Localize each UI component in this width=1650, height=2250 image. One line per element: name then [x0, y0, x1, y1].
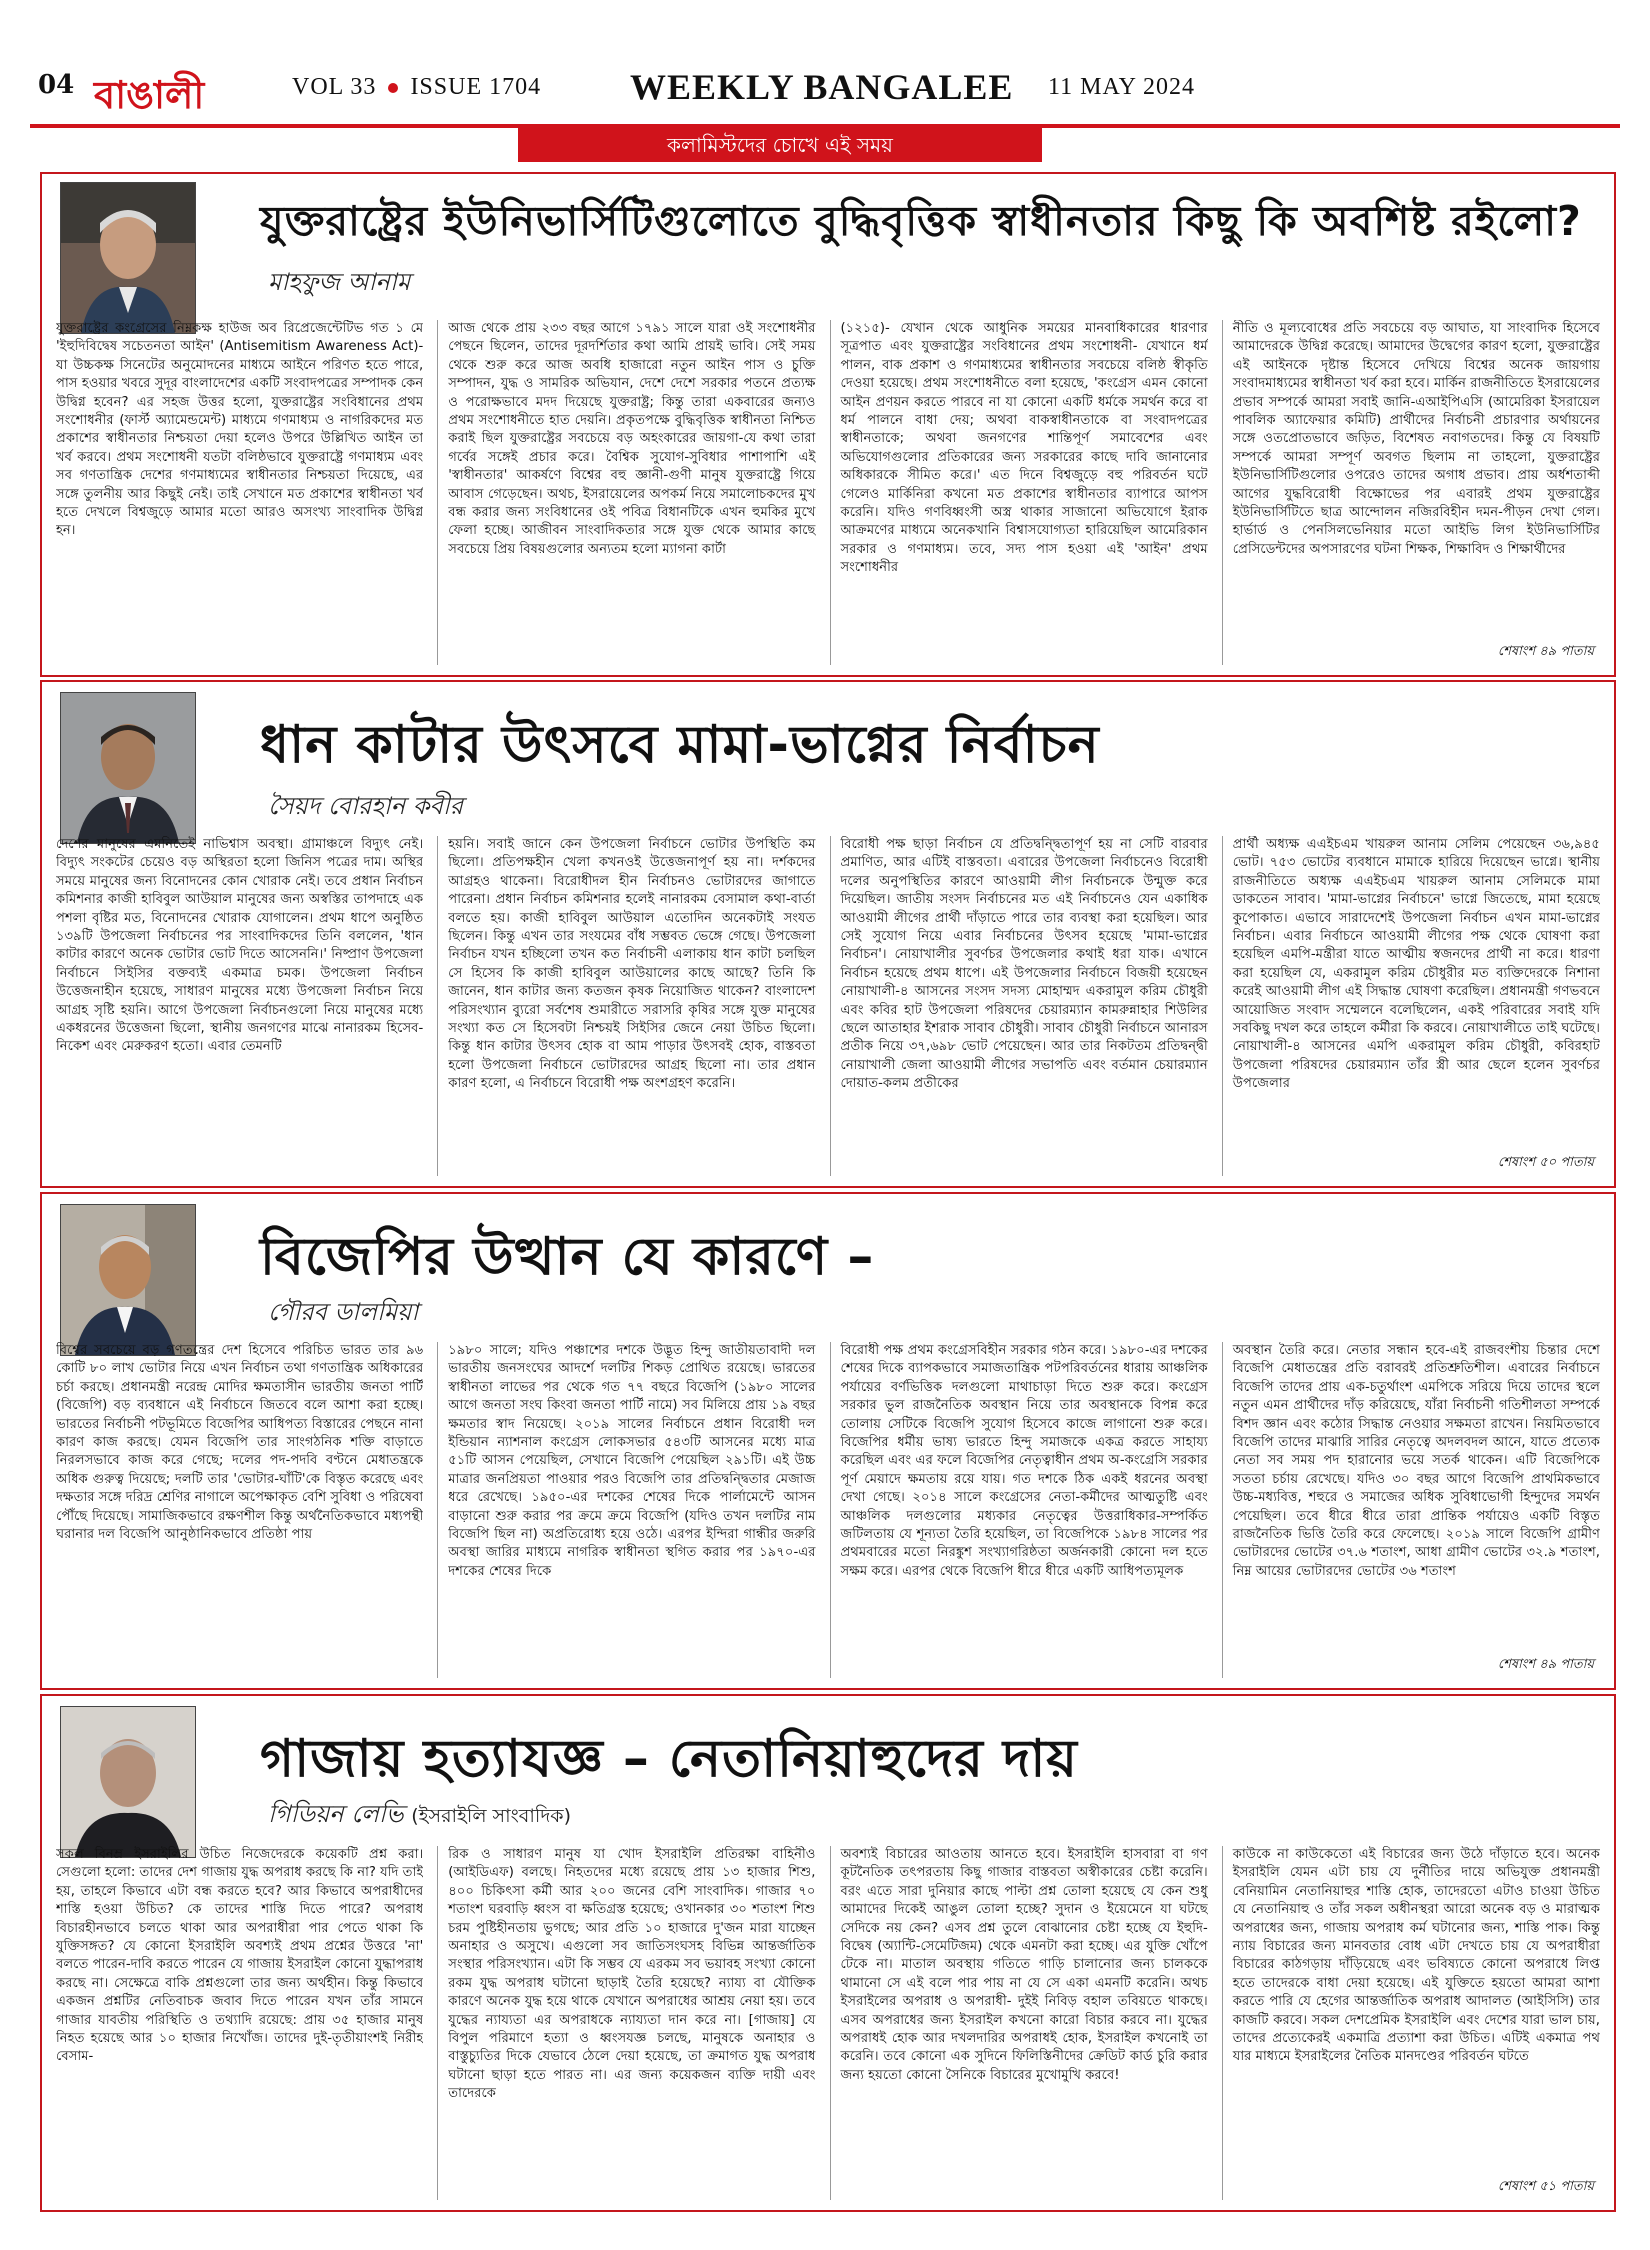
- volume: VOL 33: [292, 74, 377, 100]
- volume-issue: [292, 74, 541, 101]
- author-note: (ইসরাইলি সাংবাদিক): [411, 1805, 572, 1827]
- issue: ISSUE 1704: [410, 74, 542, 100]
- continued-note: শেষাংশ ৪৯ পাতায়: [1492, 643, 1594, 661]
- article-headline: ধান কাটার উৎসবে মামা-ভাগ্নের নির্বাচন: [260, 715, 1100, 775]
- bangalee-logo: [90, 62, 240, 120]
- continued-note: শেষাংশ ৫০ পাতায়: [1492, 1154, 1594, 1172]
- column-text: ১৯৮০ সালে; যদিও পঞ্চাশের দশকে উদ্ভূত হিন্দু জাতীয়তাবাদী দল ভারতীয় জনসংঘের আদর্শে দলটির শিকড় প্রোথিত রয়েছে। ভারতের স্বাধীনতা লাভের পর থেকে গত ৭৭ বছরে বিজেপি (১৯৮০ সালের আগে জনতা সংঘ কিংবা জনতা পার্টি নামে) সব মিলিয়ে প্রায় ১৯ বছর ক্ষমতার স্বাদ নিয়েছে। ২০১৯ সালের নির্বাচনে প্রধান বিরোধী দল ইন্ডিয়ান ন্যাশনাল কংগ্রেস লোকসভার ৫৪৩টি আসনের মধ্যে মাত্র ৫১টি আসন পেয়েছিল, সেখানে বিজেপি পেয়েছিল ২৯১টি। এই উচ্চ মাত্রার জনপ্রিয়তা পাওয়ার পরও বিজেপি তার প্রতিদ্বন্দ্বিতার মেজাজ ধরে রেখেছে। ১৯৫০-এর দশকের শেষের দিকে পার্লামেন্টে আসন বাড়ানো শুরু করার পর ক্রমে ক্রমে বিজেপি (যদিও তখন দলটির নাম বিজেপি ছিল না) অপ্রতিরোধ্য হয়ে ওঠে। এরপর ইন্দিরা গান্ধীর জরুরি অবস্থা জারির মাধ্যমে নাগরিক স্বাধীনতা স্থগিত করার পর ১৯৭০-এর দশকের শেষের দিকে: [448, 1343, 816, 1579]
- article-column: [1222, 1342, 1600, 1678]
- column-text: অবশ্যই বিচারের আওতায় আনতে হবে। ইসরাইলি হাসবারা বা গণ কূটনৈতিক তৎপরতায় কিছু গাজার বাস্তবতা অস্বীকারের চেষ্টা করেনি। বরং এতে সারা দুনিয়ার কাছে পাল্টা প্রশ্ন তোলা হয়েছে যে কেন শুধু আমাদের দিকেই আঙুল তোলা হচ্ছে? সুদান ও ইয়েমেনে যা ঘটছে সেদিকে নয় কেন? এসব প্রশ্ন তুলে বোঝানোর চেষ্টা হচ্ছে যে ইহুদি-বিদ্বেষ (অ্যান্টি-সেমেটিজম) থেকে এমনটা করা হচ্ছে। এর যুক্তি খোঁপে টেকে না। মাতাল অবস্থায় গতিতে গাড়ি চালানোর জন্য চালককে থামানো সে এই বলে পার পায় না যে সে একা এমনটি করেনি। অথচ ইসরাইলের অপরাধ ও অপরাধী- দুইই নিবিড় বহাল তবিয়তে থাকছে। এসব অপরাধের জন্য ইসরাইল কখনো কারো বিচার করবে না। যুদ্ধের অপরাধই হোক আর দখলদারির অপরাধই হোক, ইসরাইল কখনোই তা করেনি। তবে কোনো এক সুদিনে ফিলিস্তিনীদের ক্রেডিট কার্ড চুরি করার জন্য হয়তো কোনো সৈনিকে বিচারের মুখোমুখি করবে!: [840, 1847, 1208, 2083]
- article-column: [830, 836, 1208, 1176]
- article-author: মাহফুজ আনাম: [268, 268, 411, 296]
- article-author: গৌরব ডালমিয়া: [268, 1298, 419, 1326]
- article-body: [56, 320, 1600, 665]
- article-column: [830, 1342, 1208, 1678]
- column-text: অবস্থান তৈরি করে। নেতার সন্ধান হবে-এই রাজবংশীয় চিন্তার দেশে বিজেপি মেধাতন্ত্রের প্রতি বরাবরই প্রতিশ্রুতিশীল। এবারের নির্বাচনে বিজেপি তাদের প্রায় এক-চতুর্থাংশ এমপিকে সরিয়ে দিয়ে তাদের স্থলে নতুন এমন প্রার্থীদের দাঁড় করিয়েছে, যাঁরা নির্বাচনী গতিশীলতা সম্পর্কে বিশদ জ্ঞান এবং কঠোর সিদ্ধান্ত নেওয়ার সক্ষমতা রাখেন। নিয়মিতভাবে বিজেপি তাদের মাঝারি সারির নেতৃত্বে অদলবদল আনে, যাতে প্রত্যেক নেতা সব সময় পদ হারানোর ভয়ে সতর্ক থাকেন। এটি বিজেপিকে সততা চর্চায় রেখেছে। যদিও ৩০ বছর আগে বিজেপি প্রাথমিকভাবে উচ্চ-মধ্যবিত্ত, শহুরে ও সমাজের অধিক সুবিধাভোগী হিন্দুদের সমর্থন পেয়েছিল। তবে ধীরে ধীরে তারা প্রান্তিক পর্যায়েও একটি বিস্তৃত রাজনৈতিক ভিত্তি তৈরি করে ফেলেছে। ২০১৯ সালে বিজেপি গ্রামীণ ভোটারদের ভোটের ৩৭.৬ শতাংশ, আধা গ্রামীণ ভোটের ৩২.৯ শতাংশ, নিম্ন আয়ের ভোটারদের ভোটের ৩৬ শতাংশ: [1232, 1343, 1600, 1579]
- column-text: দেশের মানুষের এমনিতেই নাভিশ্বাস অবস্থা। গ্রামাঞ্চলে বিদ্যুৎ নেই। বিদ্যুৎ সংকটের চেয়েও বড় অস্থিরতা হলো জিনিস পত্রের দাম। অস্থির সময়ে মানুষের জন্য বিনোদনের কোন খোরাক নেই। তবে প্রধান নির্বাচন কমিশনার কাজী হাবিবুল আউয়াল মানুষের জন্য অস্বস্তির তাপদাহে এক পশলা বৃষ্টির মত, বিনোদনের খোরাক যোগালেন। প্রথম ধাপে অনুষ্ঠিত ১৩৯টি উপজেলা নির্বাচনের পর সাংবাদিকদের তিনি বললেন, 'ধান কাটার কারণে অনেক ভোটার ভোট দিতে আসেননি।' নিষ্প্রাণ উপজেলা নির্বাচনে সিইসির বক্তব্যই একমাত্র চমক। উপজেলা নির্বাচন উত্তেজনাহীন হয়েছে, সাধারণ মানুষের মধ্যে উপজেলা নির্বাচন নিয়ে আগ্রহ সৃষ্টি হয়নি। আগে উপজেলা নির্বাচনগুলো নিয়ে মানুষের মধ্যে একধরনের উত্তেজনা ছিলো, স্থানীয় জনগণের মাঝে নানারকম হিসেব-নিকেশ এবং মেরুকরণ হতো। এবার তেমনটি: [56, 837, 424, 1055]
- column-text: রিক ও সাধারণ মানুষ যা খোদ ইসরাইলি প্রতিরক্ষা বাহিনীও (আইডিএফ) বলছে। নিহতদের মধ্যে রয়েছে প্রায় ১৩ হাজার শিশু, ৪০০ চিকিৎসা কর্মী আর ২০০ জনের বেশি সাংবাদিক। গাজার ৭০ শতাংশ ঘরবাড়ি ধ্বংস বা ক্ষতিগ্রস্ত হয়েছে; ওখানকার ৩০ শতাংশ শিশু চরম পুষ্টিহীনতায় ভুগছে; আর প্রতি ১০ হাজারে দু'জন মারা যাচ্ছেন অনাহার ও অসুখে। এগুলো সব জাতিসংঘসহ বিভিন্ন আন্তর্জাতিক সংস্থার পরিসংখ্যান। এটা কি সম্ভব যে এরকম সব ভয়াবহ সংখ্যা কোনো রকম যুদ্ধ অপরাধ ঘটানো ছাড়াই তৈরি হয়েছে? ন্যায্য বা যৌক্তিক কারণে অনেক যুদ্ধ হয়ে থাকে যেখানে অপরাধের আশ্রয় নেয়া হয়। তবে যুদ্ধের ন্যায্যতা এর অপরাধকে ন্যায্যতা দান করে না। [গাজায়] যে বিপুল পরিমাণে হত্যা ও ধ্বংসযজ্ঞ চলছে, মানুষকে অনাহার ও বাস্তুচ্যুতির দিকে যেভাবে ঠেলে দেয়া হয়েছে, তা ক্রমাগত যুদ্ধ অপরাধ ঘটানো ছাড়া হতে পারত না। এর জন্য কয়েকজন ব্যক্তি দায়ী এবং তাদেরকে: [448, 1847, 816, 2102]
- column-text: নীতি ও মূল্যবোধের প্রতি সবচেয়ে বড় আঘাত, যা সাংবাদিক হিসেবে আমাদেরকে উদ্বিগ্ন করেছে। আমাদের উদ্বেগের কারণ হলো, যুক্তরাষ্ট্রের এই আইনকে দৃষ্টান্ত হিসেবে দেখিয়ে বিশ্বের অনেক জায়গায় সংবাদমাধ্যমের স্বাধীনতা খর্ব করা হবে। মার্কিন রাজনীতিতে ইসরায়েলের প্রভাব সম্পর্কে আমরা সবাই জানি-এআইপিএসি (আমেরিকা ইসরায়েল পাবলিক অ্যাফেয়ার কমিটি) প্রার্থীদের নির্বাচনী প্রচারণার অর্থায়নের সঙ্গে ওতপ্রোতভাবে জড়িত, বিশেষত নবাগতদের। কিন্তু যে বিষয়টি সম্পর্কে আমরা সম্পূর্ণ অবগত ছিলাম না তাহলো, যুক্তরাষ্ট্রের ইউনিভার্সিটিগুলোর ওপরেও তাদের অগাধ প্রভাব। প্রায় অর্ধশতাব্দী আগের যুদ্ধবিরোধী বিক্ষোভের পর এবারই প্রথম যুক্তরাষ্ট্রের ইউনিভার্সিটিতে ছাত্র আন্দোলন নজিরবিহীন দমন-পীড়ন দেখা গেল। হার্ভার্ড ও পেনসিলভেনিয়ার মতো আইভি লিগ ইউনিভার্সিটির প্রেসিডেন্টদের অপসারণের ঘটনা শিক্ষক, শিক্ষাবিদ ও শিক্ষার্থীদের: [1232, 321, 1600, 557]
- column-text: কাউকে না কাউকেতো এই বিচারের জন্য উঠে দাঁড়াতে হবে। অনেক ইসরাইলি যেমন এটা চায় যে দুর্নীতির দায়ে অভিযুক্ত প্রধানমন্ত্রী বেনিয়ামিন নেতানিয়াহুর শাস্তি হোক, তাদেরতো এটাও চাওয়া উচিত যে নেতানিয়াহু ও তাঁর সকল অধীনস্থরা আরো অনেক বড় ও মারাত্মক অপরাধের জন্য, গাজায় অপরাধ কর্ম ঘটানোর জন্য, শাস্তি পাক। কিন্তু ন্যায় বিচারের জন্য মানবতার বোধ এটা দেখতে চায় যে অপরাধীরা বিচারের কাঠগড়ায় দাঁড়িয়েছে এবং ভবিষ্যতে কোনো অপরাধে লিপ্ত হতে তাদেরকে বাধা দেয়া হয়েছে। এই যুক্তিতে হয়তো আমরা আশা করতে পারি যে হেগের আন্তর্জাতিক অপরাধ আদালত (আইসিসি) তার কাজটি করবে। সকল দেশপ্রেমিক ইসরাইলি এবং দেশের যারা ভাল চায়, তাদের প্রত্যেকেরই একমাত্রি প্রত্যাশা করা উচিত। এটিই একমাত্র পথ যার মাধ্যমে ইসরাইলের নৈতিক মানদণ্ডের পরিবর্তন ঘটতে: [1232, 1847, 1600, 2065]
- article-body: [56, 836, 1600, 1176]
- article-author-line: [268, 1796, 571, 1836]
- article-column: [437, 1846, 815, 2200]
- article-author: গিডিয়ন লেভি: [268, 1800, 404, 1828]
- column-text: বিশ্বের সবচেয়ে বড় গণতন্ত্রের দেশ হিসেবে পরিচিত ভারত তার ৯৬ কোটি ৮০ লাখ ভোটার নিয়ে এখন নির্বাচন তথা গণতান্ত্রিক অধিকারের চর্চা করছে। প্রধানমন্ত্রী নরেন্দ্র মোদির ক্ষমতাসীন ভারতীয় জনতা পার্টি (বিজেপি) বড় ব্যবধানে এই নির্বাচনে জিতবে বলে আশা করা হচ্ছে। ভারতের নির্বাচনী পটভূমিতে বিজেপির আধিপত্য বিস্তারের পেছনে নানা কারণ কাজ করছে। যেমন বিজেপি তার সাংগঠনিক শক্তি বাড়াতে নিরলসভাবে কাজ করে গেছে; দলের পদ-পদবি বণ্টনে মেধাতন্ত্রকে অধিক গুরুত্ব দিয়েছে; দলটি তার 'ভোটার-ঘাঁটি'কে বিস্তৃত করেছে এবং দক্ষতার সঙ্গে দরিদ্র শ্রেণির নাগালে অপেক্ষাকৃত বেশি সুবিধা ও পরিষেবা পৌঁছে দিয়েছে। সামাজিকভাবে রক্ষণশীল কিন্তু অর্থনৈতিকভাবে মধ্যপন্থী ঘরানার দল বিজেপি আনুষ্ঠানিকভাবে প্রতিষ্ঠা পায়: [56, 1343, 424, 1543]
- article-body: [56, 1846, 1600, 2200]
- column-text: প্রার্থী অধ্যক্ষ এএইচএম খায়রুল আনাম সেলিম পেয়েছেন ৩৬,৯৪৫ ভোট। ৭৫৩ ভোটের ব্যবধানে মামাকে হারিয়ে দিয়েছেন ভাগ্নে। স্থানীয় রাজনীতিতে অধ্যক্ষ এএইচএম খায়রুল আনাম সেলিমকে মামা ডাকতেন সাবাব। 'মামা-ভাগ্নের নির্বাচনে' ভাগ্নে জিতেছে, মামা হয়েছে কুপোকাত। এভাবে সারাদেশেই উপজেলা নির্বাচন এখন মামা-ভাগ্নের নির্বাচন। এবার নির্বাচনে আওয়ামী লীগের পক্ষ থেকে ঘোষণা করা হয়েছিল এমপি-মন্ত্রীরা যাতে আত্মীয় স্বজনদের প্রার্থী না করে। ধারণা করা হয়েছিল যে, একরামুল করিম চৌধুরীর মত ব্যক্তিদেরকে নিশানা করেই আওয়ামী লীগ এই সিদ্ধান্ত ঘোষণা করেছিল। প্রধানমন্ত্রী গণভবনে আয়োজিত সংবাদ সম্মেলনে বলেছিলেন, একই পরিবারের সবাই যদি সবকিছু দখল করে তাহলে কর্মীরা কি করবে। নোয়াখালীতে তাই ঘটেছে। নোয়াখালী-৪ আসনের এমপি একরামুল করিম চৌধুরী, কবিরহাট উপজেলা পরিষদের চেয়ারম্যান তাঁর স্ত্রী আর ছেলে হলেন সুবর্ণচর উপজেলার: [1232, 837, 1600, 1092]
- article-column: [56, 1342, 423, 1678]
- page-number: 04: [38, 70, 75, 100]
- continued-note: শেষাংশ ৪৯ পাতায়: [1492, 1656, 1594, 1674]
- masthead-title: WEEKLY BANGALEE: [630, 67, 1014, 107]
- article-column: [1222, 1846, 1600, 2200]
- column-text: (১২১৫)- যেখান থেকে আধুনিক সময়ের মানবাধিকারের ধারণার সূত্রপাত এবং যুক্তরাষ্ট্রের সংবিধানের প্রথম সংশোধনী- যেখানে ধর্ম পালন, বাক প্রকাশ ও গণমাধ্যমের স্বাধীনতার সবচেয়ে বলিষ্ঠ স্বীকৃতি দেওয়া হয়েছে। প্রথম সংশোধনীতে বলা হয়েছে, 'কংগ্রেস এমন কোনো আইন প্রণয়ন করতে পারবে না যা কোনো একটি ধর্মকে সমর্থন করে বা ধর্ম পালনে বাধা দেয়; অথবা বাকস্বাধীনতাকে বা সংবাদপত্রের স্বাধীনতাকে; অথবা জনগণের শান্তিপূর্ণ সমাবেশের এবং অভিযোগগুলোর প্রতিকারের জন্য সরকারের কাছে দাবি জানানোর অধিকারকে সীমিত করে।' এত দিনে বিশ্বজুড়ে বহু পরিবর্তন ঘটে গেলেও মার্কিনিরা কখনো মত প্রকাশের স্বাধীনতার ব্যাপারে আপস করেনি। যদিও গণবিধ্বংসী অস্ত্র থাকার সাজানো অভিযোগে ইরাক আক্রমণের মাধ্যমে অনেকখানি বিশ্বাসযোগ্যতা হারিয়েছিল আমেরিকান সরকার ও গণমাধ্যম। তবে, সদ্য পাস হওয়া এই 'আইন' প্রথম সংশোধনীর: [840, 321, 1208, 576]
- page-header: [30, 62, 1620, 122]
- author-photo: [60, 692, 196, 844]
- article-column: [1222, 320, 1600, 665]
- article-headline: যুক্তরাষ্ট্রের ইউনিভার্সিটিগুলোতে বুদ্ধিবৃত্তিক স্বাধীনতার কিছু কি অবশিষ্ট রইলো?: [260, 197, 1582, 245]
- article-headline: গাজায় হত্যাযজ্ঞ – নেতানিয়াহুদের দায়: [260, 1729, 1078, 1789]
- article-3: [40, 1192, 1616, 1690]
- column-text: সকল বিনম্র ইসরাইলির উচিত নিজেদেরকে কয়েকটি প্রশ্ন করা। সেগুলো হলো: তাদের দেশ গাজায় যুদ্ধ অপরাধ করছে কি না? যদি তাই হয়, তাহলে কিভাবে এটা বন্ধ করতে হবে? আর কিভাবে অপরাধীদের শাস্তি হওয়া উচিত? কে তাদের শাস্তি দিতে পারে? অপরাধ বিচারহীনভাবে চলতে থাকা আর অপরাধীরা পার পেতে থাকা কি যুক্তিসঙ্গত? যে কোনো ইসরাইলি অবশ্যই প্রথম প্রশ্নের উত্তরে 'না' বলতে পারেন-দাবি করতে পারেন যে গাজায় ইসরাইল কোনো যুদ্ধাপরাধ করছে না। সেক্ষেত্রে বাকি প্রশ্নগুলো তার জন্য অর্থহীন। কিন্তু কিভাবে একজন প্রশ্নটির নেতিবাচক জবাব দিতে পারেন যখন তাঁর সামনে গাজার যাবতীয় পরিস্থিতি ও তথ্যাদি রয়েছে: প্রায় ৩৫ হাজার মানুষ নিহত হয়েছে আর ১০ হাজার নিখোঁজ। তাদের দুই-তৃতীয়াংশই নিরীহ বেসাম-: [56, 1847, 424, 2065]
- column-text: বিরোধী পক্ষ ছাড়া নির্বাচন যে প্রতিদ্বন্দ্বিতাপূর্ণ হয় না সেটি বারবার প্রমাণিত, আর এটিই বাস্তবতা। এবারের উপজেলা নির্বাচনেও বিরোধী দলের অনুপস্থিতির কারণে আওয়ামী লীগ নির্বাচনকে উন্মুক্ত করে দিয়েছিল। জাতীয় সংসদ নির্বাচনের মত এই নির্বাচনেও যেন একাধিক আওয়ামী লীগের প্রার্থী দাঁড়াতে পারে তার ব্যবস্থা করা হয়েছিল। আর সেই সুযোগ নিয়ে এবার নির্বাচনের উৎসব হয়েছে 'মামা-ভাগ্নের নির্বাচন'। নোয়াখালীর সুবর্ণচর উপজেলার কথাই ধরা যাক। এখানে নির্বাচন হয়েছে প্রথম ধাপে। এই উপজেলার নির্বাচনে বিজয়ী হয়েছেন নোয়াখালী-৪ আসনের সংসদ সদস্য মোহাম্মদ একরামুল করিম চৌধুরী এবং কবির হাট উপজেলা পরিষদের চেয়ারম্যান কামরুন্নাহার শিউলির ছেলে আতাহার ইশরাক সাবাব চৌধুরী। সাবাব চৌধুরী নির্বাচনে আনারস প্রতীক নিয়ে ৩৭,৬৯৮ ভোট পেয়েছেন। আর তার নিকটতম প্রতিদ্বন্দ্বী নোয়াখালী জেলা আওয়ামী লীগের সভাপতি এবং বর্তমান চেয়ারম্যান দোয়াত-কলম প্রতীকের: [840, 837, 1208, 1092]
- author-photo: [60, 1204, 196, 1356]
- column-text: বিরোধী পক্ষ প্রথম কংগ্রেসবিহীন সরকার গঠন করে। ১৯৮০-এর দশকের শেষের দিকে ব্যাপকভাবে সমাজতান্ত্রিক পটপরিবর্তনের ধারায় আঞ্চলিক পর্যায়ের বর্ণভিত্তিক দলগুলো মাথাচাড়া দিতে শুরু করে। কংগ্রেস সরকার ভুল রাজনৈতিক অবস্থান নিয়ে তার অবস্থানকে বিপন্ন করে তোলায় সেটিকে বিজেপি সুযোগ হিসেবে কাজে লাগানো শুরু করে। বিজেপির ধর্মীয় ভাষ্য ভারতে হিন্দু সমাজকে একত্র করতে সাহায্য করেছিল এবং এর ফলে বিজেপির নেতৃত্বাধীন প্রথম অ-কংগ্রেসি সরকার পূর্ণ মেয়াদে ক্ষমতায় রয়ে যায়। গত দশকে ঠিক একই ধরনের অবস্থা দেখা গেছে। ২০১৪ সালে কংগ্রেসের নেতা-কর্মীদের আত্মতুষ্টি এবং আঞ্চলিক দলগুলোর মধ্যকার নেতৃত্বের উত্তরাধিকার-সম্পর্কিত জটিলতায় যে শূন্যতা তৈরি হয়েছিল, তা বিজেপিকে ১৯৮৪ সালের পর প্রথমবারের মতো নিরঙ্কুশ সংখ্যাগরিষ্ঠতা অর্জনকারী কোনো দল হতে সক্ষম করে। এরপর থেকে বিজেপি ধীরে ধীরে একটি আধিপত্যমূলক: [840, 1343, 1208, 1579]
- article-column: [56, 1846, 423, 2200]
- article-column: [437, 836, 815, 1176]
- separator-dot-icon: [388, 83, 398, 93]
- article-column: [1222, 836, 1600, 1176]
- column-text: হয়নি। সবাই জানে কেন উপজেলা নির্বাচনে ভোটার উপস্থিতি কম ছিলো। প্রতিপক্ষহীন খেলা কখনওই উত্তেজনাপূর্ণ হয় না। দর্শকদের আগ্রহও থাকেনা। বিরোধীদল হীন নির্বাচনও ভোটারদের জাগাতে পারেনা। প্রধান নির্বাচন কমিশনার হলেই নানারকম বেসামাল কথা-বার্তা বলতে হয়। কাজী হাবিবুল আউয়াল এতোদিন অনেকটাই সংযত ছিলেন। কিন্তু এখন তার সংযমের বাঁধ সম্ভবত ভেঙ্গে গেছে। উপজেলা নির্বাচন যখন হচ্ছিলো তখন কত নির্বাচনী এলাকায় ধান কাটা চলছিল সে হিসেব কি কাজী হাবিবুল আউয়ালের কাছে আছে? তিনি কি জানেন, ধান কাটার জন্য কতজন কৃষক নিয়োজিত থাকেন? বাংলাদেশ পরিসংখ্যান ব্যুরো সর্বশেষ শুমারীতে সরাসরি কৃষির সঙ্গে যুক্ত মানুষের সংখ্যা কত সে হিসেবটা নিশ্চয়ই সিইসির জেনে নেয়া উচিত ছিলো। কিন্তু ধান কাটার উৎসব হোক বা আম পাড়ার উৎসবই হোক, বাস্তবতা হলো উপজেলা নির্বাচনে ভোটারদের আগ্রহ ছিলো না। তার প্রধান কারণ হলো, এ নির্বাচনে বিরোধী পক্ষ অংশগ্রহণ করেনি।: [448, 837, 816, 1092]
- article-column: [437, 320, 815, 665]
- article-1: [40, 172, 1616, 677]
- author-photo: [60, 182, 196, 334]
- column-text: আজ থেকে প্রায় ২৩৩ বছর আগে ১৭৯১ সালে যারা ওই সংশোধনীর পেছনে ছিলেন, তাদের দূরদর্শিতার কথা আমি প্রায়ই ভাবি। সেই সময় থেকে শুরু করে আজ অবধি হাজারো নতুন আইন পাস ও চুক্তি সম্পাদন, যুদ্ধ ও সামরিক অভিযান, দেশে দেশে সরকার পতনে প্রত্যক্ষ ও পরোক্ষভাবে মদদ দিয়েছে যুক্তরাষ্ট্র; কিন্তু তারা একবারের জন্যও প্রথম সংশোধনীতে হাত দেয়নি। প্রকৃতপক্ষে বুদ্ধিবৃত্তিক স্বাধীনতা নিশ্চিত করাই ছিল যুক্তরাষ্ট্রের সবচেয়ে বড় অহংকারের জায়গা-যে কথা তারা গর্বের সঙ্গেই প্রচার করে। বৈশ্বিক সুযোগ-সুবিধার পাশাপাশি এই 'স্বাধীনতার' আকর্ষণে বিশ্বের বহু জ্ঞানী-গুণী মানুষ যুক্তরাষ্ট্রে গিয়ে আবাস গেড়েছেন। অথচ, ইসরায়েলের অপকর্ম নিয়ে সমালোচকদের মুখ বন্ধ করার জন্য সংবিধানের ওই পবিত্র বিধানটিকে এখন হুমকির মুখে ফেলা হচ্ছে। আজীবন সাংবাদিকতার সঙ্গে যুক্ত থেকে আমার কাছে সবচেয়ে প্রিয় বিষয়গুলোর অন্যতম হলো ম্যাগনা কার্টা: [448, 321, 816, 557]
- article-column: [56, 320, 423, 665]
- author-photo: [60, 1706, 196, 1858]
- logo-text: বাঙালী: [94, 73, 205, 117]
- issue-date: 11 MAY 2024: [1048, 74, 1196, 100]
- article-body: [56, 1342, 1600, 1678]
- article-column: [830, 320, 1208, 665]
- article-column: [437, 1342, 815, 1678]
- article-column: [830, 1846, 1208, 2200]
- article-column: [56, 836, 423, 1176]
- article-4: [40, 1694, 1616, 2212]
- article-headline: বিজেপির উত্থান যে কারণে –: [260, 1227, 875, 1287]
- section-banner: কলামিস্টদের চোখে এই সময়: [518, 128, 1042, 162]
- article-2: [40, 680, 1616, 1188]
- column-text: যুক্তরাষ্ট্রের কংগ্রেসের নিম্নকক্ষ হাউজ অব রিপ্রেজেন্টেটিভ গত ১ মে 'ইহুদিবিদ্বেষ সচেতনতা আইন' (Antisemitism Awareness Act)- যা উচ্চকক্ষ সিনেটের অনুমোদনের মাধ্যমে আইনে পরিণত হতে পারে, পাস হওয়ার খবরে সুদূর বাংলাদেশের একটি সংবাদপত্রের সম্পাদক কেন উদ্বিগ্ন হবেন? এর সহজ উত্তর হলো, যুক্তরাষ্ট্রের সংবিধানের প্রথম সংশোধনীর (ফার্স্ট অ্যামেন্ডমেন্ট) মাধ্যমে গণমাধ্যম ও নাগরিকদের মত প্রকাশের স্বাধীনতার নিশ্চয়তা দেয়া হলেও উপরে উল্লিখিত আইন তা খর্ব করবে। প্রথম সংশোধনী যতটা বলিষ্ঠভাবে যুক্তরাষ্ট্রে গণমাধ্যম এবং সব গণতান্ত্রিক দেশের গণমাধ্যমের স্বাধীনতার নিশ্চয়তা দিয়েছে, এর সঙ্গে তুলনীয় আর কিছুই নেই। তাই সেখানে মত প্রকাশের স্বাধীনতা খর্ব হতে দেখলে বিশ্বজুড়ে আমার মতো আরও অসংখ্য সাংবাদিক উদ্বিগ্ন হন।: [56, 321, 424, 539]
- article-author: সৈয়দ বোরহান কবীর: [268, 792, 463, 820]
- continued-note: শেষাংশ ৫১ পাতায়: [1492, 2178, 1594, 2196]
